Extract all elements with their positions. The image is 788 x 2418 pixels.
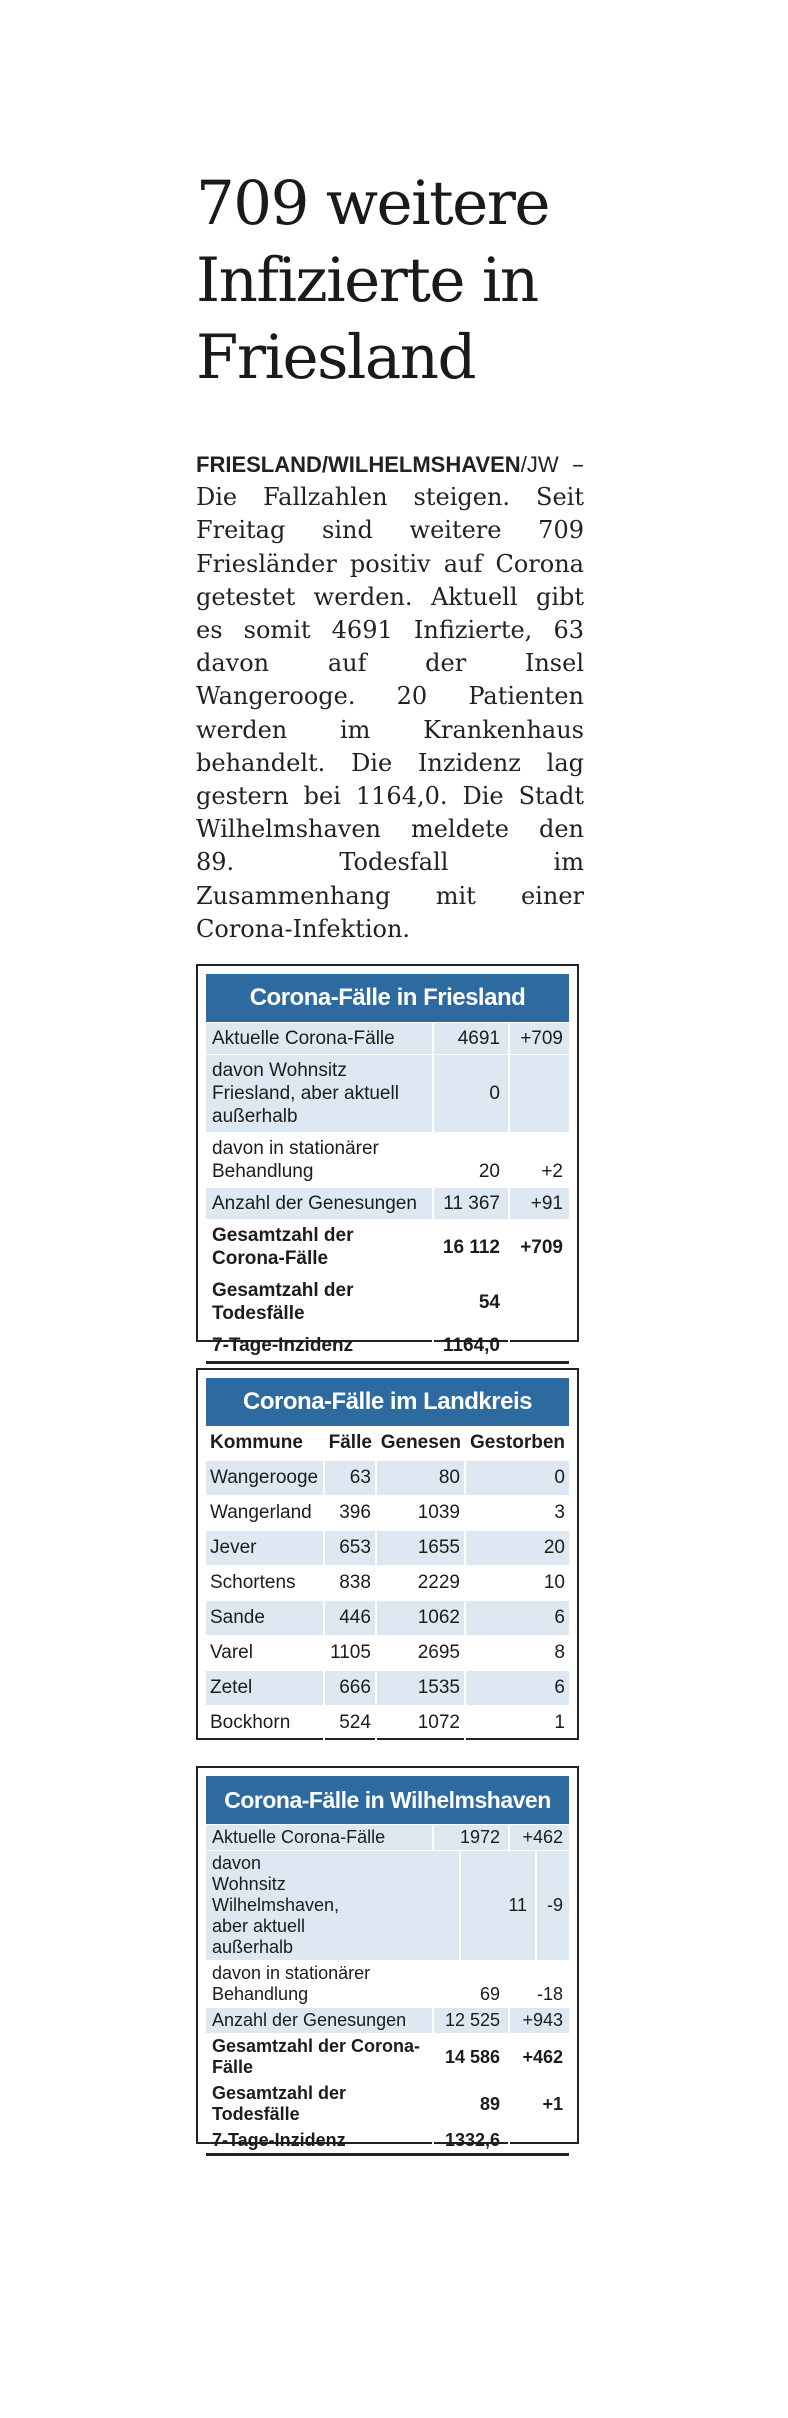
genesen-cell: 2229 [376, 1566, 465, 1601]
table-header-row [206, 1426, 569, 1461]
column-header: Kommune [210, 1432, 303, 1453]
stat-label: davon Wohnsitz Friesland, aber aktuell außerhalb [212, 1060, 399, 1127]
stat-row [206, 1960, 569, 2007]
article-text: – Die Fallzahlen steigen. Seit Freitag sind weitere 709 Friesländer positiv auf Corona getestet werden. Aktuell gibt es somit 4691 Infizierte, 63 davon auf der Insel Wangerooge. 20 Patienten werden im Krankenhaus behandelt. Die Inzidenz lag gestern bei 1164,0. Die Stadt Wilhelmshaven meldete den 89. Todesfall im Zusammenhang mit einer Corona-Infektion. [196, 450, 584, 943]
genesen-cell: 1072 [376, 1706, 465, 1741]
faelle-cell: 666 [324, 1671, 376, 1706]
gestorben-cell: 20 [465, 1531, 569, 1566]
stat-row [206, 1274, 569, 1329]
stat-label: davon in stationärer Behandlung [212, 1138, 379, 1182]
stat-row [206, 2127, 569, 2156]
stat-row [206, 1850, 569, 1960]
stat-change [508, 1330, 569, 1361]
stat-change: +709 [508, 1220, 569, 1274]
stat-row [206, 2033, 569, 2080]
stat-label: Anzahl der Genesungen [212, 1193, 417, 1214]
friesland-stats-box [196, 964, 579, 1356]
column-header: Genesen [380, 1432, 461, 1453]
stat-value: 54 [432, 1275, 508, 1329]
stat-row [206, 2007, 569, 2033]
faelle-cell: 653 [324, 1531, 376, 1566]
faelle-cell: 524 [324, 1706, 376, 1741]
column-header: Gestorben [469, 1432, 565, 1453]
stat-row [206, 1022, 569, 1054]
gestorben-cell: 6 [465, 1671, 569, 1706]
stat-change [508, 1275, 569, 1329]
stat-change [508, 2128, 569, 2153]
stat-change: +462 [508, 2034, 569, 2080]
stat-value: 11 [459, 1851, 535, 1960]
stat-value: 1972 [432, 1825, 508, 1850]
stat-change: +943 [508, 2008, 569, 2033]
stat-label: Aktuelle Corona-Fälle [212, 1028, 395, 1049]
gestorben-cell: 8 [465, 1636, 569, 1671]
stat-value: 69 [432, 1961, 508, 2007]
faelle-cell: 838 [324, 1566, 376, 1601]
stat-change [508, 1055, 569, 1132]
genesen-cell: 1655 [376, 1531, 465, 1566]
stat-row [206, 1824, 569, 1850]
article-dateline: FRIESLAND/WILHELMSHAVEN [196, 452, 521, 477]
kommune-cell: Zetel [206, 1671, 324, 1706]
table-row [206, 1566, 569, 1601]
stat-value: 16 112 [432, 1220, 508, 1274]
stat-change: -18 [508, 1961, 569, 2007]
faelle-cell: 446 [324, 1601, 376, 1636]
gestorben-cell: 6 [465, 1601, 569, 1636]
stat-value: 11 367 [432, 1188, 508, 1219]
stat-row [206, 1187, 569, 1219]
stat-change: +2 [508, 1133, 569, 1187]
stat-label: davon in stationärer Behandlung [212, 1963, 371, 2004]
stat-row [206, 2080, 569, 2127]
stat-row [206, 1132, 569, 1187]
table-row [206, 1601, 569, 1636]
wilhelmshaven-box-title: Corona-Fälle in Wilhelmshaven [206, 1776, 569, 1824]
stat-label: Gesamtzahl der Todesfälle [212, 1280, 354, 1324]
stat-value: 20 [432, 1133, 508, 1187]
friesland-box-title: Corona-Fälle in Friesland [206, 974, 569, 1022]
gestorben-cell: 3 [465, 1496, 569, 1531]
gestorben-cell: 10 [465, 1566, 569, 1601]
stat-row [206, 1219, 569, 1274]
stat-change: +91 [508, 1188, 569, 1219]
genesen-cell: 80 [376, 1461, 465, 1496]
table-row [206, 1496, 569, 1531]
kommune-cell: Jever [206, 1531, 324, 1566]
faelle-cell: 63 [324, 1461, 376, 1496]
stat-label: 7-Tage-Inzidenz [212, 1335, 354, 1356]
headline: 709 weitere Infizierte in Friesland [196, 168, 550, 393]
table-row [206, 1636, 569, 1671]
stat-value: 89 [432, 2081, 508, 2127]
stat-change: -9 [535, 1851, 569, 1960]
stat-row [206, 1054, 569, 1132]
article-author: /JW [520, 452, 559, 477]
kommune-cell: Wangerooge [206, 1461, 324, 1496]
stat-value: 1332,6 [432, 2128, 508, 2153]
landkreis-stats-box [196, 1368, 579, 1740]
stat-change: +709 [508, 1023, 569, 1054]
faelle-cell: 1105 [324, 1636, 376, 1671]
stat-value: 0 [432, 1055, 508, 1132]
stat-label: Anzahl der Genesungen [212, 2010, 407, 2030]
gestorben-cell: 0 [465, 1461, 569, 1496]
genesen-cell: 1039 [376, 1496, 465, 1531]
stat-value: 14 586 [432, 2034, 508, 2080]
stat-value: 4691 [432, 1023, 508, 1054]
stat-change: +462 [508, 1825, 569, 1850]
stat-row [206, 1329, 569, 1364]
landkreis-table [206, 1426, 569, 1740]
landkreis-box-title: Corona-Fälle im Landkreis [206, 1378, 569, 1426]
kommune-cell: Sande [206, 1601, 324, 1636]
stat-value: 12 525 [432, 2008, 508, 2033]
genesen-cell: 2695 [376, 1636, 465, 1671]
kommune-cell: Schortens [206, 1566, 324, 1601]
article-body [196, 448, 584, 946]
stat-label: Gesamtzahl der Todesfälle [212, 2083, 347, 2124]
stat-label: Aktuelle Corona-Fälle [212, 1827, 386, 1847]
stat-label: davon Wohnsitz Wilhelmshaven, aber aktuell außerhalb [212, 1853, 340, 1957]
kommune-cell: Varel [206, 1636, 324, 1671]
stat-value: 1164,0 [432, 1330, 508, 1361]
stat-label: 7-Tage-Inzidenz [212, 2130, 346, 2150]
stat-label: Gesamtzahl der Corona-Fälle [212, 2036, 421, 2077]
genesen-cell: 1062 [376, 1601, 465, 1636]
table-row [206, 1671, 569, 1706]
stat-change: +1 [508, 2081, 569, 2127]
wilhelmshaven-stats-box [196, 1766, 579, 2150]
table-row [206, 1706, 569, 1741]
gestorben-cell: 1 [465, 1706, 569, 1741]
kommune-cell: Wangerland [206, 1496, 324, 1531]
table-row [206, 1461, 569, 1496]
column-header: Fälle [328, 1432, 372, 1453]
faelle-cell: 396 [324, 1496, 376, 1531]
stat-label: Gesamtzahl der Corona-Fälle [212, 1225, 354, 1269]
kommune-cell: Bockhorn [206, 1706, 324, 1741]
table-row [206, 1531, 569, 1566]
genesen-cell: 1535 [376, 1671, 465, 1706]
